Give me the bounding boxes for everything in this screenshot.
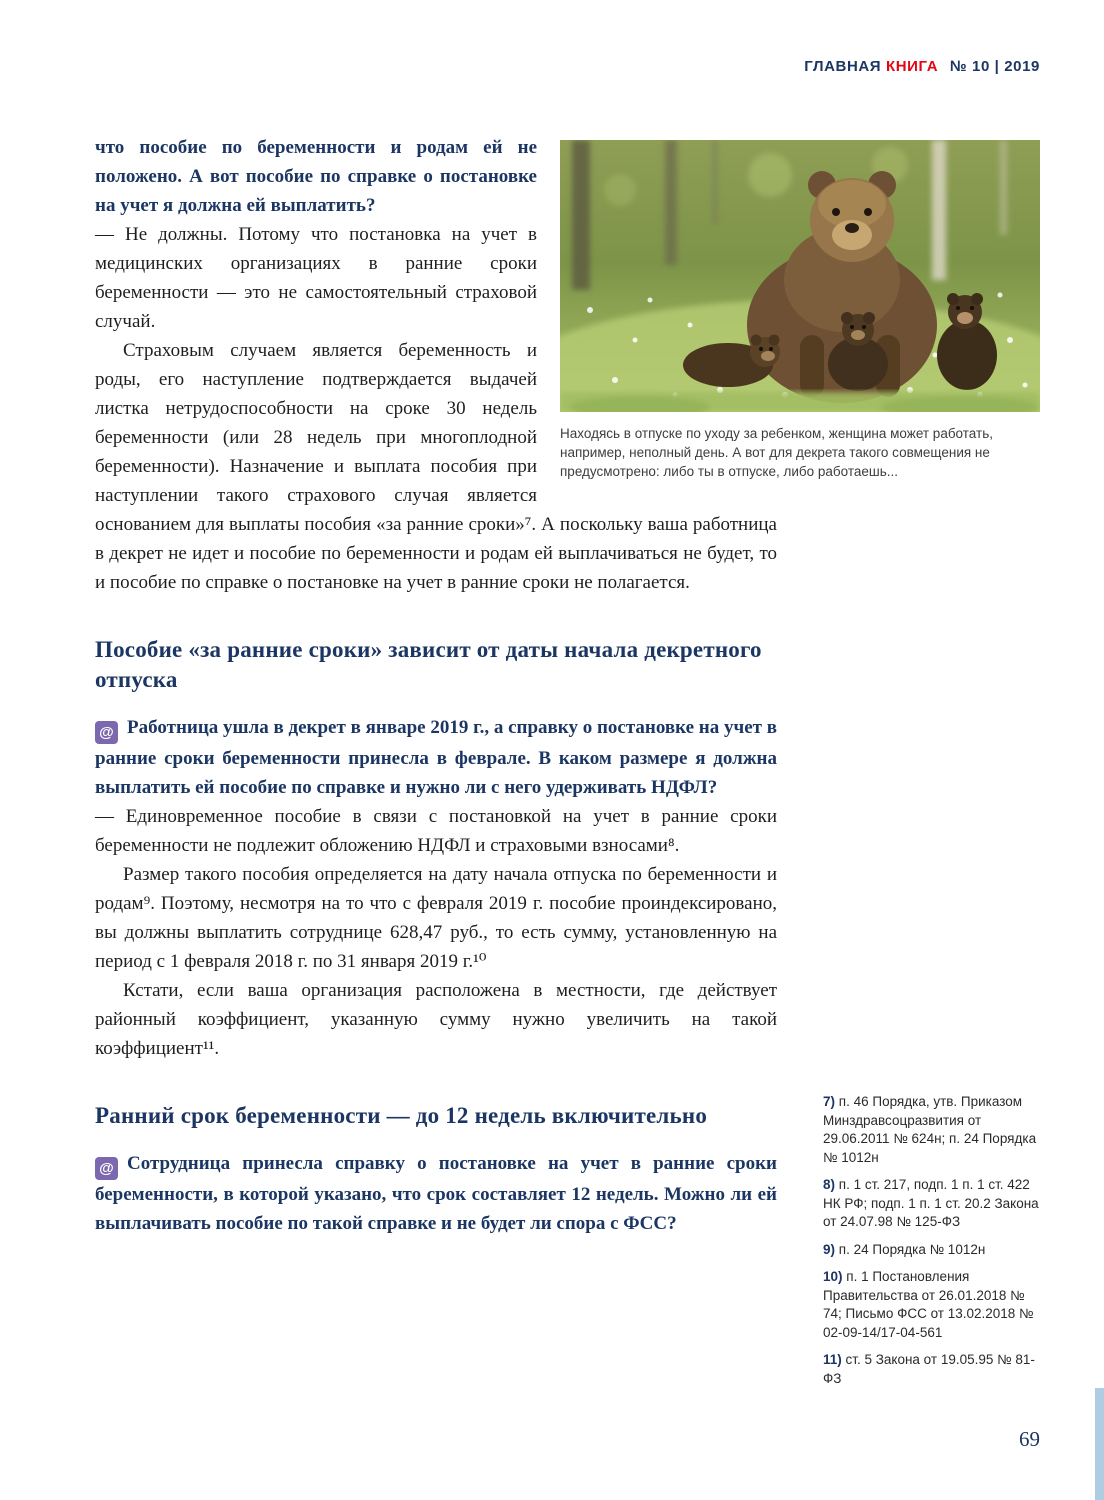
footnote-text: п. 24 Порядка № 1012н — [838, 1241, 986, 1257]
section1-answer-paragraph-2: Размер такого пособия определяется на дату начала отпуска по беременности и родам⁹. Поэтому, несмотря на то что с февраля 2019 г. пособие проиндексировано, вы должны выплатить сотруднице 628,47 руб., то есть сумму, установленную на период с 1 февраля 2018 г. по 31 января 2019 г.¹⁰ — [95, 864, 777, 972]
magazine-title-part2: КНИГА — [885, 58, 939, 75]
magazine-title-part1: ГЛАВНАЯ — [804, 58, 882, 75]
footnote-10 — [823, 1268, 1043, 1342]
footnote-11 — [823, 1351, 1043, 1388]
page-header — [0, 58, 1040, 75]
section-title-early-term-date: Пособие «за ранние сроки» зависит от даты начала декретного отпуска — [95, 637, 762, 692]
question-text-2: Сотрудница принесла справку о постановке на учет в ранние сроки беременности, в которой указано, что срок составляет 12 недель. Можно ли ей выплачивать пособие по такой справке и не будет ли спора с ФСС? — [95, 1153, 777, 1234]
footnote-number: 11) — [823, 1352, 842, 1367]
footnote-text: ст. 5 Закона от 19.05.95 № 81-ФЗ — [823, 1352, 1035, 1386]
section1-answer-paragraph-1: — Единовременное пособие в связи с постановкой на учет в ранние сроки беременности не подлежит обложению НДФЛ и страховыми взносами⁸. — [95, 806, 777, 856]
answer-paragraph-1: — Не должны. Потому что постановка на учет в медицинских организациях в ранние сроки беременности — это не самостоятельный страховой случай. — [95, 224, 537, 332]
footnote-number: 8) — [823, 1177, 836, 1192]
footnote-text: п. 1 ст. 217, подп. 1 п. 1 ст. 422 НК РФ; подп. 1 п. 1 ст. 20.2 Закона от 24.07.98 № 125-ФЗ — [823, 1177, 1039, 1229]
page-number: 69 — [1019, 1427, 1040, 1451]
section-title-12-weeks: Ранний срок беременности — до 12 недель включительно — [95, 1103, 708, 1128]
question-carryover: что пособие по беременности и родам ей не положено. А вот пособие по справке о постановке на учет я должна ей выплатить? — [95, 137, 537, 216]
footnote-number: 7) — [823, 1094, 836, 1109]
footnote-9 — [823, 1241, 1043, 1260]
photo-spacer — [537, 133, 777, 505]
section1-answer-paragraph-3: Кстати, если ваша организация расположена в местности, где действует районный коэффициент, указанную сумму нужно увеличить на такой коэффициент¹¹. — [95, 980, 777, 1059]
footnote-8 — [823, 1176, 1043, 1232]
footnote-number: 9) — [823, 1241, 836, 1257]
footnote-number: 10) — [823, 1269, 843, 1284]
issue-number: № 10 | 2019 — [949, 58, 1040, 75]
question-block-2 — [95, 1149, 777, 1238]
footnote-text: п. 1 Постановления Правительства от 26.01.2018 № 74; Письмо ФСС от 13.02.2018 № 02-09-14/17-04-561 — [823, 1269, 1034, 1340]
question-block-1 — [95, 713, 777, 802]
footnotes-sidebar — [823, 1093, 1043, 1397]
reader-question-icon: @ — [95, 721, 118, 744]
answer-paragraph-2: Страховым случаем является беременность и роды, его наступление подтверждается выдачей листка нетрудоспособности на сроке 30 недель беременности (или 28 недель при многоплодной беременности). Назначение и выплата пособия при наступлении такого страхового случая является основанием для выплаты пособия «за ранние сроки»⁷. А поскольку ваша работница в декрет не идет и пособие по беременности и родам ей выплачиваться не будет, то и пособие по справке о постановке на учет в ранние сроки не полагается. — [95, 340, 777, 593]
footnote-7 — [823, 1093, 1043, 1167]
reader-question-icon-2: @ — [95, 1157, 118, 1180]
photo-caption: Находясь в отпуске по уходу за ребенком, женщина может работать, например, неполный день. А вот для декрета такого совмещения не предусмотрено: либо ты в отпуске, либо работаешь... — [560, 426, 993, 479]
question-text-1: Работница ушла в декрет в январе 2019 г., а справку о постановке на учет в ранние сроки беременности принесла в феврале. В каком размере я должна выплатить ей пособие по справке и нужно ли с него удерживать НДФЛ? — [95, 717, 777, 798]
article-body — [95, 133, 777, 1238]
footnote-text: п. 46 Порядка, утв. Приказом Минздравсоцразвития от 29.06.2011 № 624н; п. 24 Порядка № 1012н — [823, 1094, 1037, 1165]
page-edge-accent — [1095, 1388, 1104, 1500]
